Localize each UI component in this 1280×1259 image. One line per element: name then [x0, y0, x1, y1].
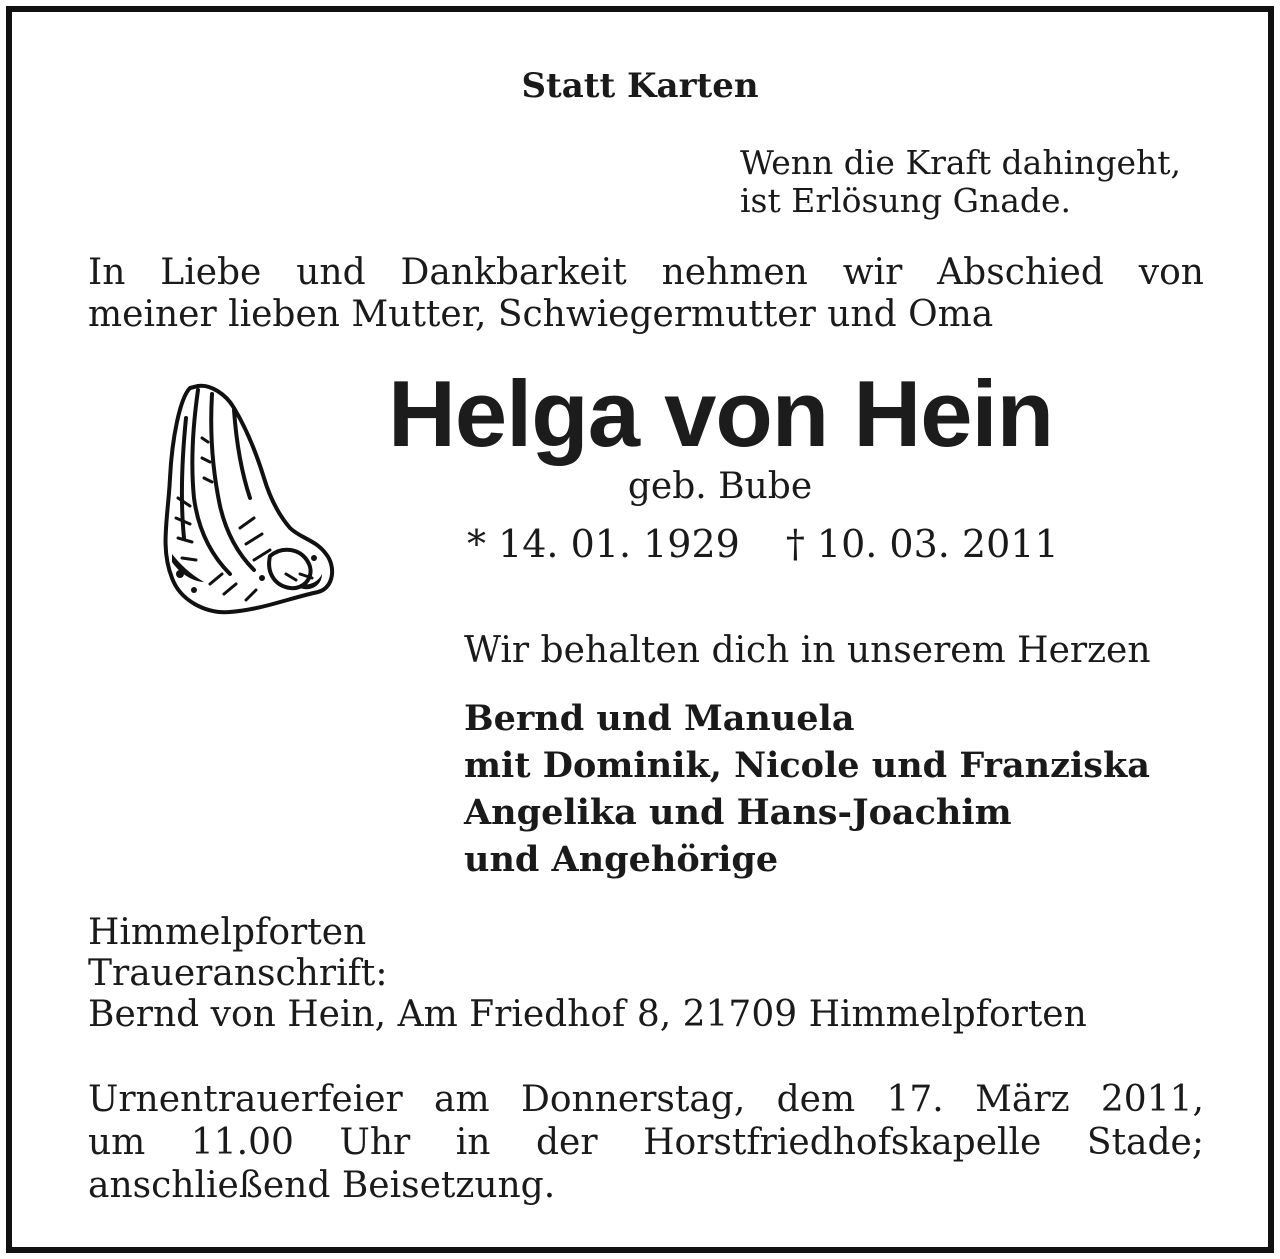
notice-header: Statt Karten [521, 66, 759, 106]
service-word: Horstfriedhofskapelle [643, 1122, 1042, 1163]
mourner-line: mit Dominik, Nicole und Franziska [464, 745, 1150, 786]
service-word: um [88, 1122, 146, 1163]
service-word: 2011, [1100, 1079, 1204, 1120]
service-word: der [536, 1122, 598, 1163]
intro-line: meiner lieben Mutter, Schwiegermutter und Oma [88, 294, 994, 335]
quote-line: Wenn die Kraft dahingeht, [740, 143, 1182, 182]
intro-word: Dankbarkeit [400, 252, 627, 293]
service-line: anschließend Beisetzung. [88, 1165, 556, 1206]
maiden-name: geb. Bube [627, 466, 813, 507]
service-word: am [434, 1079, 490, 1120]
deceased-name: Helga von Hein [388, 361, 1054, 466]
mourner-line: und Angehörige [464, 839, 779, 880]
mourner-line: Angelika und Hans-Joachim [464, 792, 1012, 833]
intro-word: wir [842, 252, 903, 293]
intro-line-justified [88, 252, 1204, 294]
quote [740, 144, 1181, 220]
service-word: dem [776, 1079, 856, 1120]
service-word: März [975, 1079, 1070, 1120]
mourners-list [464, 695, 1150, 883]
service-word: Donnerstag, [520, 1079, 746, 1120]
service-word: Uhr [339, 1122, 411, 1163]
obituary-notice [6, 6, 1274, 1253]
intro-word: In [88, 252, 126, 293]
mourner-line: Bernd und Manuela [464, 698, 855, 739]
intro-word: und [296, 252, 366, 293]
birth-date: * 14. 01. 1929 [467, 522, 740, 566]
service-word: 17. [886, 1079, 944, 1120]
service-line-justified [88, 1078, 1204, 1121]
place: Himmelpforten [88, 912, 367, 953]
quote-line: ist Erlösung Gnade. [740, 181, 1072, 220]
service-word: Stade; [1086, 1122, 1204, 1163]
intro-word: Liebe [160, 252, 262, 293]
family-intro: Wir behalten dich in unserem Herzen [464, 630, 1151, 671]
life-dates [467, 522, 1059, 566]
intro-word: Abschied [937, 252, 1104, 293]
intro-word: von [1138, 252, 1204, 293]
intro-text [88, 252, 1204, 336]
death-date: † 10. 03. 2011 [785, 522, 1059, 566]
address-label: Traueranschrift: [88, 953, 388, 994]
address: Bernd von Hein, Am Friedhof 8, 21709 Himmelpforten [88, 994, 1087, 1035]
service-word: Urnentrauerfeier [88, 1079, 403, 1120]
service-word: in [455, 1122, 491, 1163]
service-info [88, 1078, 1204, 1207]
service-line-justified [88, 1121, 1204, 1164]
service-word: 11.00 [190, 1122, 294, 1163]
address-block [88, 912, 1087, 1035]
intro-word: nehmen [661, 252, 808, 293]
